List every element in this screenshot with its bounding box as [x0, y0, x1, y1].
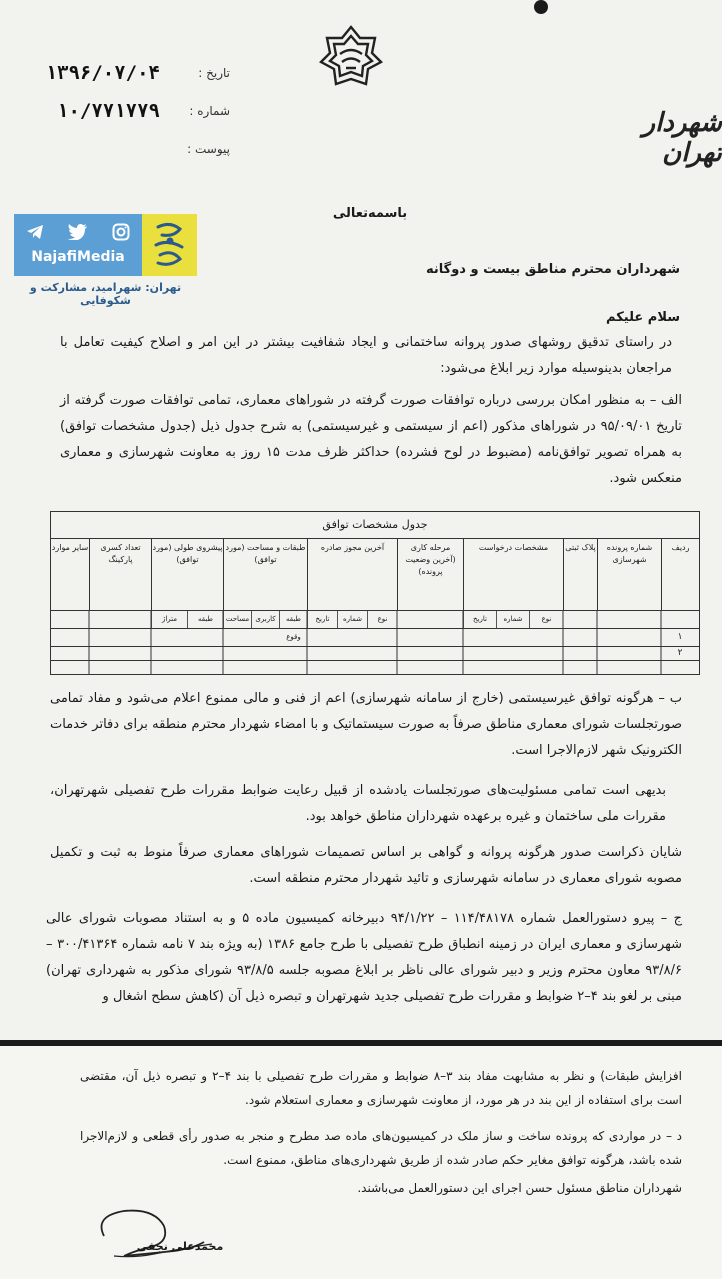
invocation: باسمه‌تعالی — [332, 206, 408, 221]
signature-icon — [84, 1196, 224, 1276]
sub-header-request-type: نوع — [529, 610, 563, 628]
col-header-floors-area: طبقات و مساحت (مورد توافق) — [223, 538, 307, 610]
date-row — [0, 60, 230, 86]
watermark-blue-panel — [14, 214, 142, 276]
item-jim-paragraph: ج – پیرو دستورالعمل شماره ۱۱۴/۴۸۱۷۸ – ۹۴/۱/۲۲ دبیرخانه کمیسیون ماده ۵ و به استناد مصوبات شورای عالی شهرسازی و معماری ایران در زمینه انطباق طرح تفصیلی با طرح جامع ۱۳۸۶ (به ویژه بند ۷ نامه شماره ۳۰۰/۴۱۳۶۴ – ۹۳/۸/۶ معاون محترم وزیر و دبیر شورای عالی ناظر بر ابلاغ مصوبه جلسه ۹۳/۸/۵ شورای مذکور به شهرداری تهران) مبنی بر لغو بند ۴–۲ ضوابط و مقررات طرح تفصیلی جدید شهرتهران و تبصره ذیل آن (کاهش سطح اشغال و — [46, 911, 683, 1004]
col-header-registry-plaque: پلاک ثبتی — [563, 538, 597, 610]
agreement-specs-table — [50, 511, 700, 675]
intro-paragraph: در راستای تدقیق روشهای صدور پروانه ساختمانی و ایجاد شفافیت بیشتر در این امر و اصلاح کیفیت تعامل با مراجعان بدینوسیله موارد زیر ابلاغ می‌شود: — [60, 335, 672, 376]
greeting: سلام علیکم — [606, 310, 680, 325]
closing-paragraph: شهرداران مناطق مسئول حسن اجرای این دستورالعمل می‌باشند. — [357, 1181, 682, 1195]
date-label: تاریخ : — [198, 66, 230, 80]
tehran-municipality-emblem-icon — [318, 24, 384, 94]
attachment-label: پیوست : — [187, 142, 230, 156]
col-header-parking-deficit: تعداد کسری پارکینگ — [89, 538, 151, 610]
item-be-paragraph: ب – هرگونه توافق غیرسیستمی (خارج از سامانه شهرسازی) اعم از فنی و مالی ممنوع اعلام می‌شود و مفاد تمامی صورتجلسات شورای معماری مناطق صرفاً به صورت سیستماتیک و با امضاء شهردار محترم منطقه برای دفاتر خدمات الکترونیک شهر لازم‌الاجرا است. — [50, 691, 682, 758]
watermark-tagline: تهران: شهرامید، مشارکت و شکوفایی — [29, 281, 182, 307]
sub-header-permit-type: نوع — [367, 610, 397, 628]
letter-page-2 — [0, 1046, 722, 1279]
number-row — [0, 98, 230, 124]
item-dal-paragraph: د – در مواردی که پرونده ساخت و ساز ملک در کمیسیون‌های ماده صد مطرح و منجر به صدور رأی قطعی و لازم‌الاجرا شده باشد، هرگونه توافق مغایر حکم صادر شده از طریق شهرداری‌های مناطق، ممنوع است. — [80, 1129, 682, 1167]
sub-header-floor-location: طبقه وقوع — [279, 610, 307, 628]
watermark-yellow-panel — [142, 214, 197, 276]
note-1-paragraph: بدیهی است تمامی مسئولیت‌های صورتجلسات یادشده از قبیل رعایت ضوابط مقررات طرح تفصیلی شهرتهران، مقررات ملی ساختمان و غیره برعهده شهرداران مناطق خواهد بود. — [50, 783, 666, 824]
signature-name: محمدعلی نجفی — [136, 1240, 224, 1253]
najafi-calligraphy-logo-icon — [150, 219, 190, 271]
sub-header-request-number: شماره — [496, 610, 529, 628]
note-2-paragraph: شایان ذکراست صدور هرگونه پروانه و گواهی بر اساس تصمیمات شوراهای معماری صرفاً منوط به ثبت و تکمیل مصوبه شورای معماری در سامانه شهرسازی و تائید شهردار محترم منطقه است. — [50, 845, 682, 886]
col-header-file-number: شماره پرونده شهرسازی — [597, 538, 661, 610]
attachment-row — [0, 136, 230, 162]
item-alef-paragraph: الف – به منظور امکان بررسی درباره توافقات صورت گرفته در شوراهای معماری، تمامی توافقات صورت گرفته از تاریخ ۹۵/۰۹/۰۱ در شوراهای مذکور (اعم از سیستمی و غیرسیستمی) به شرح جدول ذیل (جدول مشخصات توافق) به همراه تصویر توافق‌نامه (مضبوط در لوح فشرده) حداکثر ظرف مدت ۱۵ روز به معاونت شهرسازی و معماری منعکس شود. — [60, 393, 682, 486]
recipient: شهرداران محترم مناطق بیست و دوگانه — [425, 262, 680, 277]
sub-header-request-date: تاریخ — [463, 610, 496, 628]
najafimedia-watermark — [14, 214, 197, 276]
date-value: ۱۳۹۶/۰۷/۰۴ — [45, 62, 160, 84]
col-header-other-items: سایر موارد — [51, 543, 89, 552]
number-value: ۱۰/۷۷۱۷۷۹ — [57, 100, 160, 122]
sub-header-land-use: کاربری — [251, 610, 279, 628]
table-row-number: ۱ — [677, 632, 683, 642]
col-header-work-stage: مرحله کاری (آخرین وضعیت پرونده) — [397, 538, 463, 610]
table-row-number: ۲ — [677, 648, 683, 658]
twitter-icon — [68, 224, 88, 240]
telegram-icon — [26, 224, 44, 240]
table-body-grid — [51, 610, 699, 674]
brand-title: شهردار تهران — [642, 108, 722, 168]
sub-header-advance-meterage: متراژ — [151, 610, 187, 628]
col-header-last-permit: آخرین مجوز صادره — [307, 538, 397, 610]
paper-mark — [534, 0, 548, 14]
col-header-lengthwise-advance: پیشروی طولی (مورد توافق) — [151, 538, 223, 610]
sub-header-advance-floor: طبقه — [187, 610, 223, 628]
sub-header-permit-date: تاریخ — [307, 610, 337, 628]
col-header-request-specs: مشخصات درخواست — [463, 538, 563, 610]
number-label: شماره : — [189, 104, 230, 118]
table-title: جدول مشخصات توافق — [51, 512, 699, 539]
watermark-name: NajafiMedia — [31, 249, 125, 265]
item-jim-continuation: افزایش طبقات) و نظر به مشابهت مفاد بند ۳–۸ ضوابط و مقررات طرح تفصیلی با بند ۴–۲ و تبصره ذیل آن، مقتضی است برای استفاده از این بند در هر مورد، از معاونت شهرسازی و معماری استعلام شود. — [80, 1069, 682, 1107]
social-icons — [14, 219, 142, 245]
sub-header-area: مساحت — [223, 610, 251, 628]
instagram-icon — [112, 223, 130, 241]
sub-header-permit-number: شماره — [337, 610, 367, 628]
col-header-row-number: ردیف — [661, 538, 699, 610]
